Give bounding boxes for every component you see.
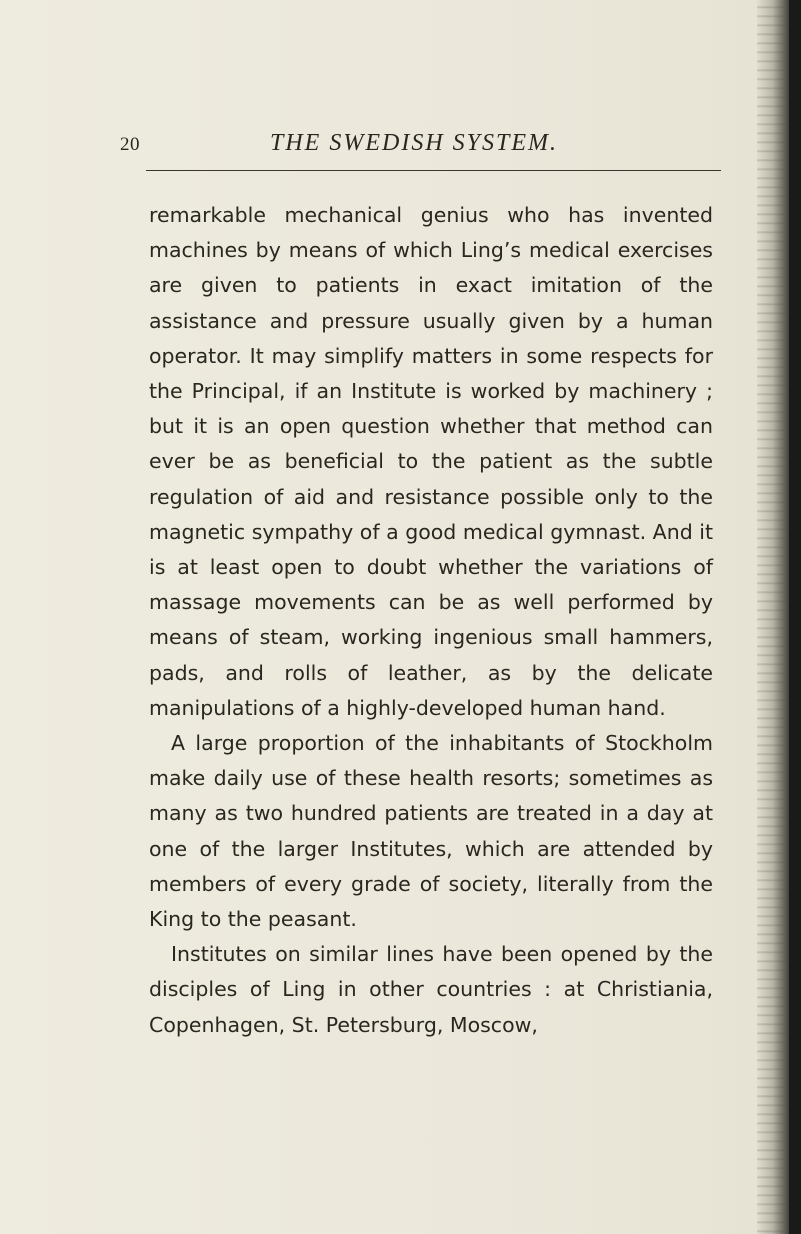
paragraph-3: Institutes on similar lines have been opened by the disciples of Ling in other countries : at Christiania, Copenhagen, St. Petersburg, Moscow, — [149, 942, 713, 1037]
book-binding-shadow — [789, 0, 801, 1234]
running-head: THE SWEDISH SYSTEM. — [270, 130, 558, 156]
header-rule — [146, 170, 721, 171]
page-number: 20 — [120, 134, 140, 155]
page-header — [120, 130, 720, 166]
paragraph-2: A large proportion of the inhabitants of Stockholm make daily use of these health resorts; sometimes as many as two hundred patients are treated in a day at one of the larger Institutes, which are attended by members of every grade of society, literally from the King to the peasant. — [149, 731, 713, 932]
paragraph-1: remarkable mechanical genius who has invented machines by means of which Ling’s medical exercises are given to patients in exact imitation of the assistance and pressure usually given by a human operator. It may simplify matters in some respects for the Principal, if an Institute is worked by machinery ; but it is an open question whether that method can ever be as beneficial to the patient as the subtle regulation of aid and resistance possible only to the magnetic sympathy of a good medical gymnast. And it is at least open to doubt whether the variations of massage movements can be as well performed by means of steam, working ingenious small hammers, pads, and rolls of leather, as by the delicate manipulations of a highly-developed human hand. — [149, 203, 713, 720]
body-text — [149, 198, 713, 1043]
